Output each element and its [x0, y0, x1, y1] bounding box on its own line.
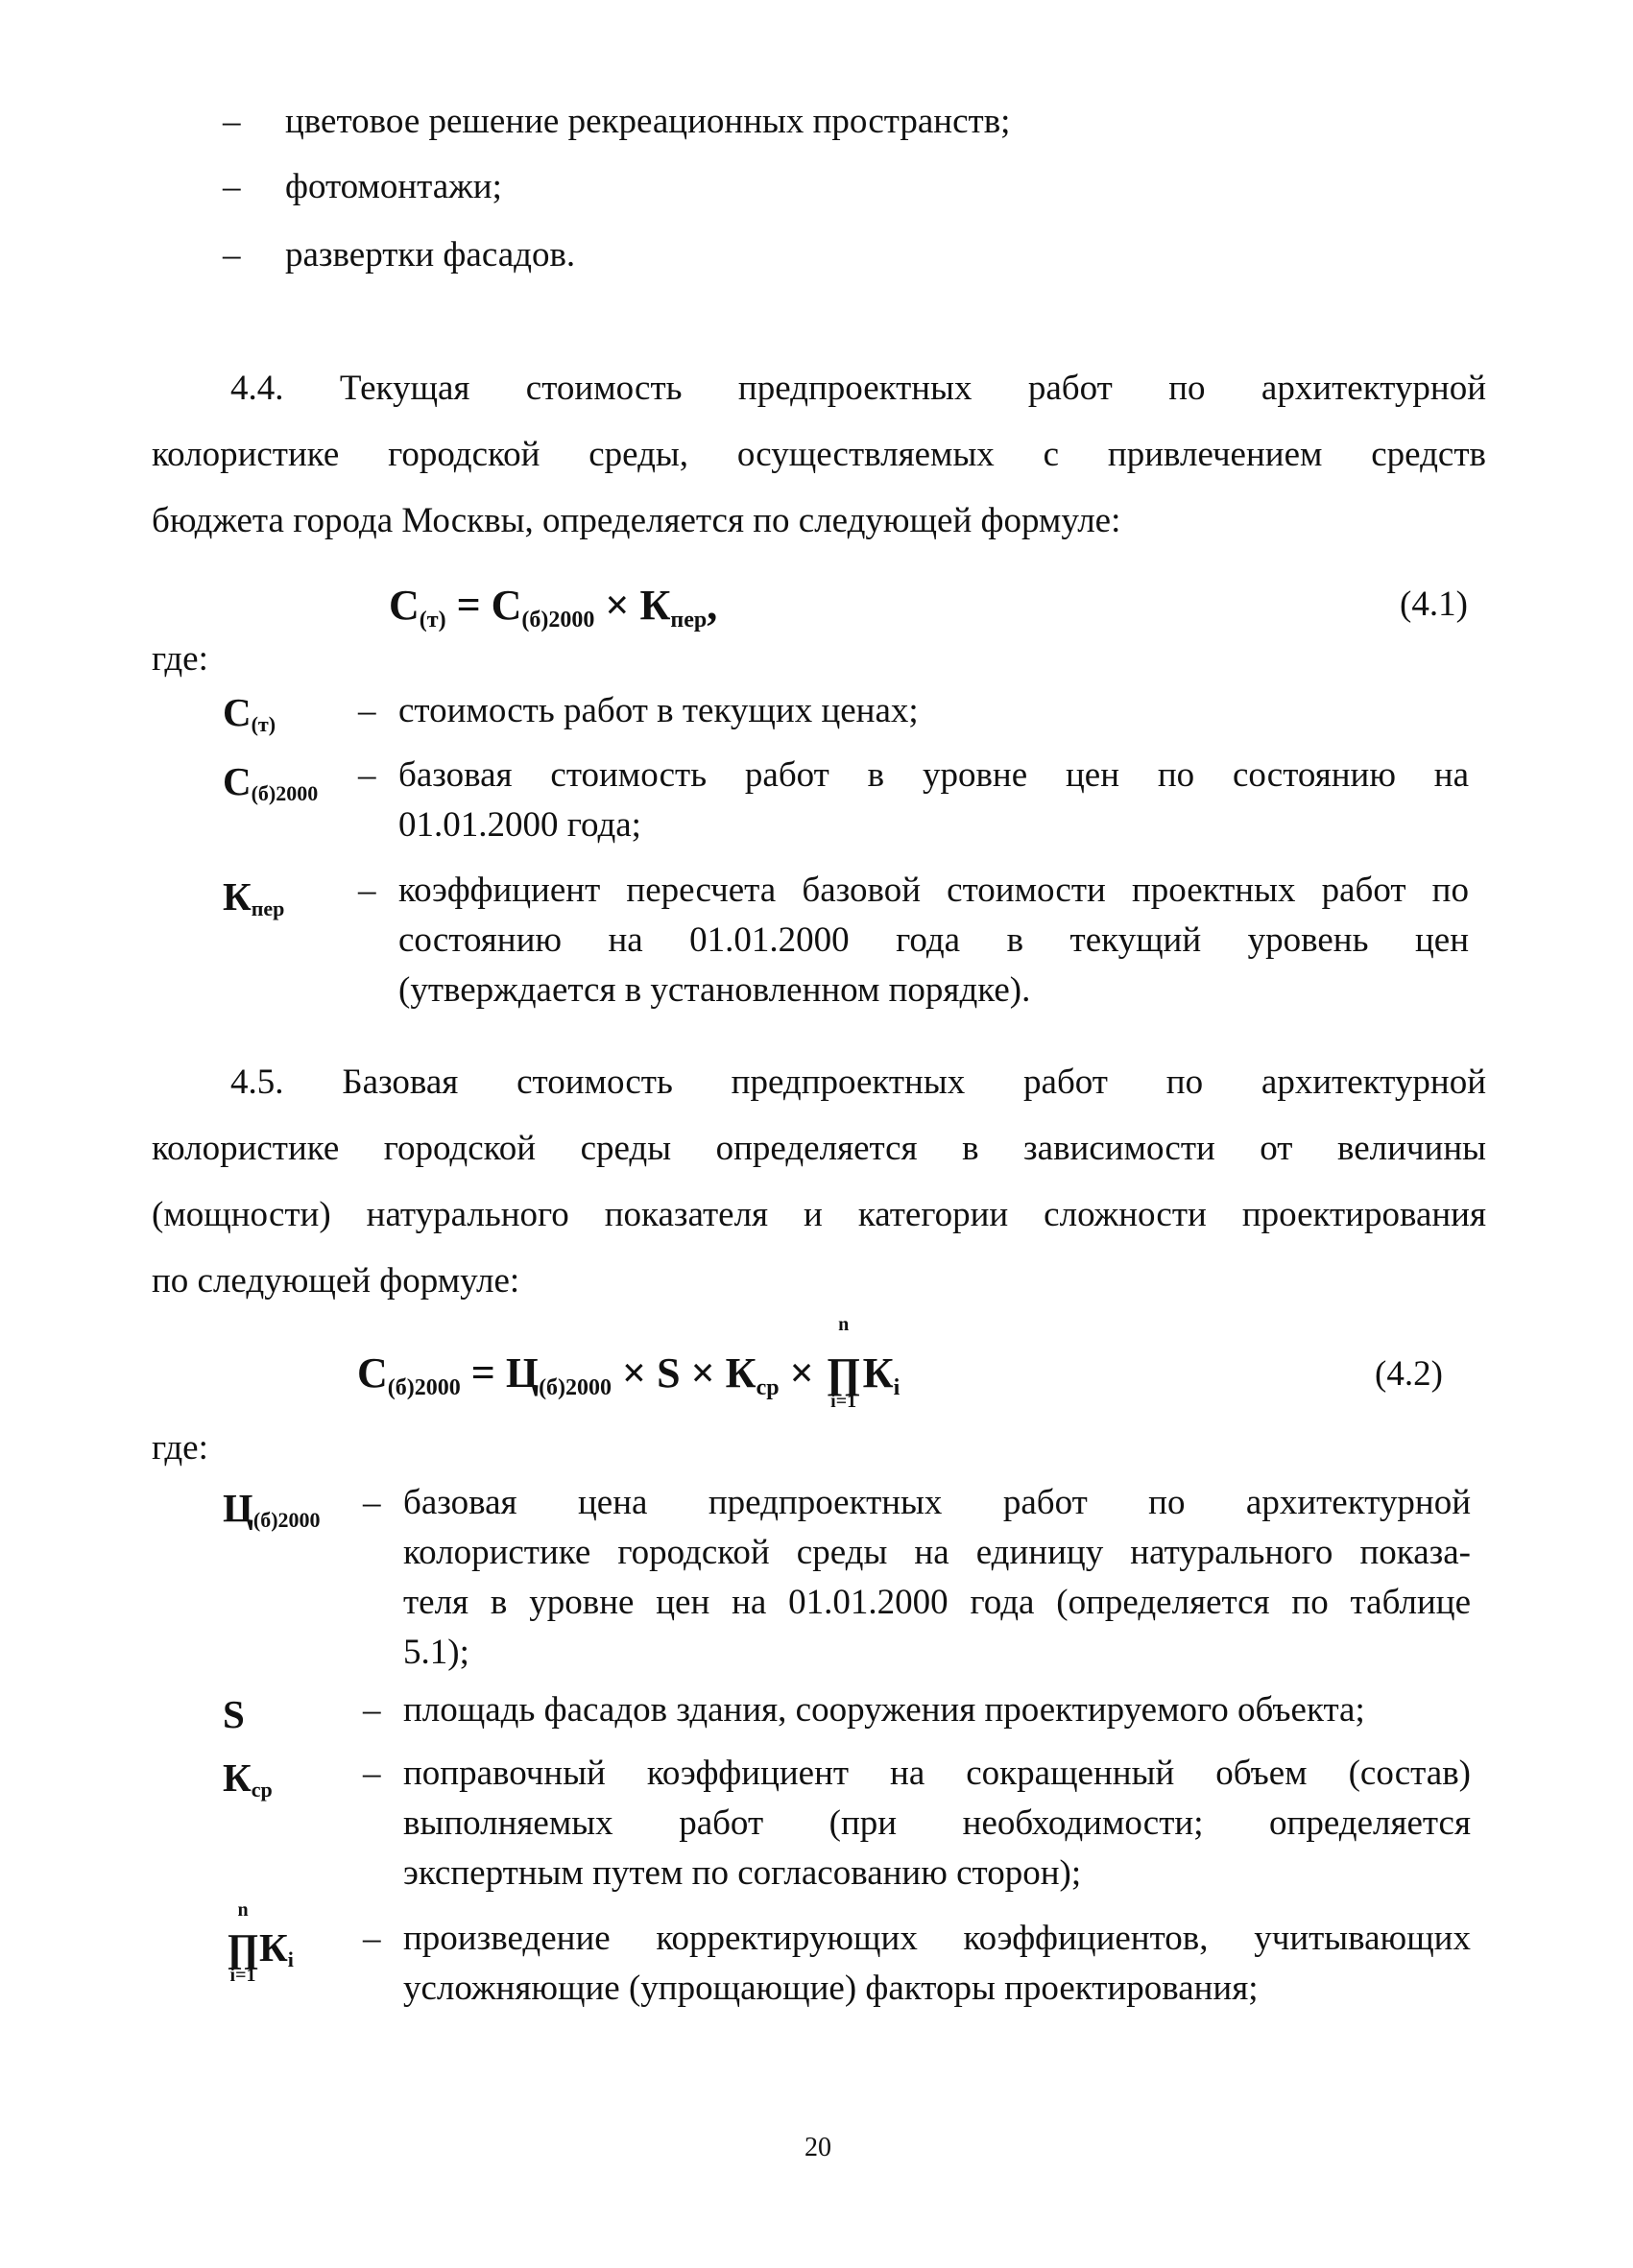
formula-symbol: × — [779, 1349, 814, 1397]
dash-marker: – — [363, 1483, 381, 1522]
formula-subscript: (т) — [419, 608, 446, 633]
product-upper-limit: n — [838, 1314, 850, 1335]
definition-symbol — [223, 873, 284, 921]
formula-symbol: = Ц — [460, 1349, 540, 1397]
formula-symbol: С — [357, 1349, 388, 1397]
definition-line: колористике городской среды на единицу натурального показа- — [403, 1533, 1471, 1572]
formula-symbol: С — [389, 582, 420, 629]
paragraph-4-5 — [152, 1049, 1486, 1314]
symbol-subscript: (б)2000 — [251, 781, 319, 805]
where-label: где: — [152, 1428, 208, 1468]
definition-line: поправочный коэффициент на сокращенный объем (состав) — [403, 1754, 1471, 1793]
symbol-letter: Ц — [223, 1486, 253, 1530]
paragraph-line: (мощности) натурального показателя и категории сложности проектирования — [152, 1195, 1486, 1234]
definition-line: выполняемых работ (при необходимости; определяется — [403, 1803, 1471, 1843]
symbol-subscript: ср — [251, 1778, 273, 1802]
formula-subscript: пер — [670, 608, 708, 633]
bullet-text: цветовое решение рекреационных пространств; — [285, 102, 1011, 141]
dash-marker: – — [358, 755, 376, 795]
symbol-subscript: (б)2000 — [252, 1508, 321, 1532]
dash-marker: – — [363, 1690, 381, 1730]
definition-line: усложняющие (упрощающие) факторы проектирования; — [403, 1969, 1259, 2008]
definition-line: базовая стоимость работ в уровне цен по состоянию на — [398, 755, 1469, 795]
definition-text — [363, 1914, 1471, 2014]
dash-marker: – — [223, 235, 241, 275]
dash-marker: – — [363, 1754, 381, 1793]
definition-line: состоянию на 01.01.2000 года в текущий уровень цен — [398, 920, 1469, 960]
dash-marker: – — [223, 167, 241, 206]
definition-line: произведение корректирующих коэффициентов, учитывающих — [403, 1919, 1471, 1958]
where-label: где: — [152, 639, 208, 679]
symbol-subscript: i — [287, 1947, 294, 1971]
symbol-letter: S — [223, 1692, 245, 1736]
product-operator — [825, 1314, 863, 1412]
formula-4-2 — [357, 1314, 901, 1412]
definition-line: (утверждается в установленном порядке). — [398, 970, 1031, 1010]
paragraph-line: бюджета города Москвы, определяется по следующей формуле: — [152, 501, 1121, 540]
product-upper-limit: n — [237, 1899, 249, 1921]
definition-line: 01.01.2000 года; — [398, 805, 641, 845]
formula-subscript: (б)2000 — [387, 1375, 461, 1400]
symbol-letter: К — [223, 1755, 252, 1800]
formula-symbol: К — [862, 1349, 894, 1397]
bullet-item — [223, 166, 502, 207]
definition-text — [363, 1749, 1471, 1898]
definition-symbol — [223, 1485, 321, 1533]
symbol-subscript: (т) — [251, 712, 276, 736]
paragraph-line: колористике городской среды определяется в зависимости от величины — [152, 1129, 1486, 1168]
formula-subscript: i — [893, 1375, 901, 1400]
formula-symbol: × S × К — [612, 1349, 756, 1397]
paragraph-line: 4.5. Базовая стоимость предпроектных работ по архитектурной — [230, 1062, 1486, 1102]
symbol-letter: С — [223, 759, 252, 803]
page-number: 20 — [804, 2133, 831, 2162]
bullet-text: фотомонтажи; — [285, 167, 502, 206]
definition-line: теля в уровне цен на 01.01.2000 года (определяется по таблице — [403, 1583, 1471, 1622]
definition-line: 5.1); — [403, 1633, 469, 1672]
definition-symbol — [227, 1899, 294, 1986]
symbol-letter: К — [223, 874, 252, 919]
formula-subscript: ср — [756, 1375, 780, 1400]
definition-symbol — [223, 1755, 273, 1802]
product-operator — [227, 1899, 259, 1986]
formula-subscript: (б)2000 — [521, 608, 595, 633]
definition-text — [363, 1685, 1471, 1735]
symbol-letter: С — [223, 690, 252, 734]
dash-marker: – — [358, 871, 376, 910]
dash-marker: – — [223, 102, 241, 141]
equation-number: (4.1) — [1400, 585, 1468, 624]
definition-line: площадь фасадов здания, сооружения проектируемого объекта; — [403, 1690, 1365, 1730]
definition-line: базовая цена предпроектных работ по архитектурной — [403, 1483, 1471, 1522]
formula-symbol: × К — [594, 582, 671, 629]
paragraph-line: по следующей формуле: — [152, 1261, 520, 1301]
definition-symbol — [223, 1691, 245, 1737]
product-sign: ∏ — [826, 1349, 861, 1397]
bullet-item — [223, 101, 1010, 142]
dash-marker: – — [358, 691, 376, 730]
product-lower-limit: i=1 — [229, 1965, 256, 1986]
paragraph-4-4 — [152, 355, 1486, 554]
symbol-letter: К — [259, 1925, 288, 1970]
formula-symbol: = С — [445, 582, 522, 629]
bullet-text: развертки фасадов. — [285, 235, 576, 275]
bullet-item — [223, 234, 575, 275]
formula-subscript: (б)2000 — [539, 1375, 612, 1400]
definition-line: стоимость работ в текущих ценах; — [398, 691, 919, 730]
paragraph-line: 4.4. Текущая стоимость предпроектных работ по архитектурной — [230, 369, 1486, 408]
definition-symbol — [223, 758, 318, 806]
definition-text — [363, 1478, 1471, 1678]
definition-symbol — [223, 689, 276, 737]
equation-number: (4.2) — [1375, 1354, 1443, 1394]
product-lower-limit: i=1 — [830, 1391, 857, 1412]
paragraph-line: колористике городской среды, осуществляемых с привлечением средств — [152, 435, 1486, 474]
dash-marker: – — [363, 1919, 381, 1958]
definition-text — [358, 686, 1512, 736]
product-sign: ∏ — [227, 1925, 259, 1970]
definition-line: экспертным путем по согласованию сторон); — [403, 1853, 1082, 1893]
formula-4-1 — [389, 581, 717, 633]
formula-punctuation: , — [707, 582, 718, 629]
definition-text — [358, 866, 1469, 1015]
definition-text — [358, 751, 1469, 850]
symbol-subscript: пер — [251, 896, 285, 920]
definition-line: коэффициент пересчета базовой стоимости проектных работ по — [398, 871, 1469, 910]
